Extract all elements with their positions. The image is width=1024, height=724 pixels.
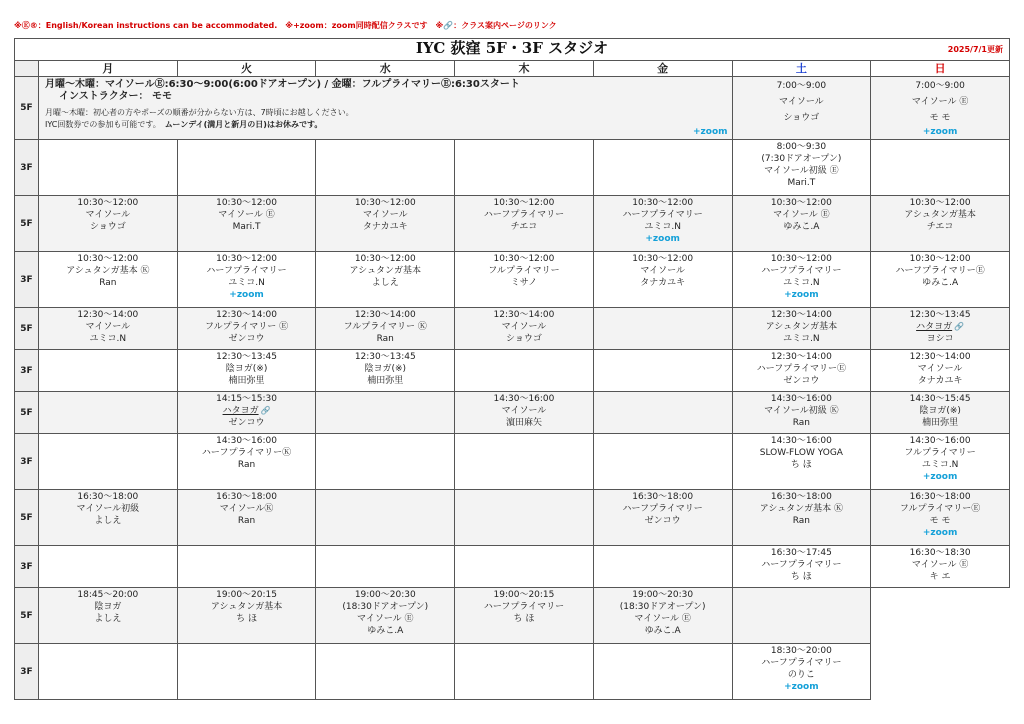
schedule-cell xyxy=(316,392,455,434)
info-line-4a: IYC回数券での参加も可能です。 xyxy=(45,120,165,129)
class-line: 19:00～20:15 xyxy=(493,590,555,600)
class-line: マイソール Ⓔ xyxy=(218,210,275,220)
zoom-badge: +zoom xyxy=(692,127,728,137)
class-line: 19:00～20:30 xyxy=(354,590,416,600)
empty-cell xyxy=(871,588,1010,644)
class-line: 7:00～9:00 xyxy=(915,81,965,91)
schedule-cell xyxy=(177,140,316,196)
class-line xyxy=(178,405,316,417)
zoom-badge: +zoom xyxy=(922,127,958,137)
zoom-badge: +zoom xyxy=(229,290,264,300)
class-line: ユミコ.N xyxy=(228,278,265,288)
class-line: タナカユキ xyxy=(362,222,408,232)
class-line: 12:30～14:00 xyxy=(216,310,277,320)
class-line: マイソール xyxy=(640,266,685,276)
schedule-cell xyxy=(39,350,178,392)
zoom-badge: +zoom xyxy=(784,290,819,300)
class-line: 14:15～15:30 xyxy=(216,394,277,404)
class-line: 10:30～12:00 xyxy=(77,254,139,264)
class-line: 19:00～20:30 xyxy=(632,590,694,600)
class-line: 10:30～12:00 xyxy=(493,198,555,208)
schedule-cell xyxy=(39,308,178,350)
class-line: マイソール xyxy=(501,322,547,332)
class-line: 12:30～14:00 xyxy=(770,352,832,362)
class-line: 10:30～12:00 xyxy=(216,198,277,208)
class-line: アシュタンガ基本 xyxy=(349,266,421,276)
class-line: ハーフプライマリー xyxy=(622,504,703,514)
class-line: 10:30～12:00 xyxy=(77,198,139,208)
class-line: ハーフプライマリー xyxy=(483,602,565,612)
class-line: フルプライマリーⒺ xyxy=(899,504,981,514)
class-line: アシュタンガ基本 xyxy=(904,210,976,220)
class-line: ゼンコウ xyxy=(783,376,820,386)
zoom-badge: +zoom xyxy=(645,234,680,244)
class-line: マイソール xyxy=(917,364,963,374)
class-line: タナカユキ xyxy=(917,376,963,386)
class-line: ハーフプライマリー xyxy=(206,266,287,276)
title-cell xyxy=(15,39,1010,61)
class-line: チエコ xyxy=(926,222,954,232)
class-line: ゆみこ.A xyxy=(367,626,404,636)
class-line: モ モ xyxy=(929,113,951,123)
class-line: (18:30ドアオープン) xyxy=(619,602,706,612)
class-line: マイソール Ⓔ xyxy=(357,614,414,624)
schedule-cell xyxy=(177,392,316,434)
class-line: マイソール xyxy=(85,322,131,332)
floor-label: 5F xyxy=(15,392,39,434)
schedule-cell xyxy=(455,546,594,588)
schedule-cell xyxy=(316,252,455,308)
schedule-cell xyxy=(455,392,594,434)
schedule-cell xyxy=(39,140,178,196)
class-line: 12:30～14:00 xyxy=(77,310,139,320)
floor-label: 3F xyxy=(15,644,39,700)
schedule-cell xyxy=(593,392,732,434)
class-link[interactable]: ハタヨガ xyxy=(916,322,953,332)
class-line: 18:45～20:00 xyxy=(77,590,139,600)
class-line: マイソール xyxy=(779,97,824,107)
schedule-cell xyxy=(316,434,455,490)
schedule-cell xyxy=(455,350,594,392)
class-line: ハーフプライマリー xyxy=(622,210,703,220)
class-line: マイソール Ⓔ xyxy=(911,560,969,570)
class-line: アシュタンガ基本 Ⓚ xyxy=(66,266,150,276)
class-line: 12:30～14:00 xyxy=(493,310,555,320)
class-line: ハーフプライマリーⒺ xyxy=(756,364,846,374)
class-line: ユミコ.N xyxy=(89,334,127,344)
class-line: 8:00～9:30 xyxy=(776,142,827,152)
info-line-2: インストラクター： モモ xyxy=(59,91,172,102)
class-line: フルプライマリー xyxy=(904,448,976,458)
class-line: ハーフプライマリー xyxy=(761,266,842,276)
schedule-cell xyxy=(732,196,871,252)
schedule-cell xyxy=(39,252,178,308)
schedule-table xyxy=(14,38,1010,700)
class-line: 14:30～16:00 xyxy=(493,394,555,404)
intro-info-cell xyxy=(39,77,733,140)
schedule-cell xyxy=(177,252,316,308)
class-line: マイソール xyxy=(362,210,408,220)
floor-label: 5F xyxy=(15,196,39,252)
schedule-cell xyxy=(593,196,732,252)
schedule-row xyxy=(15,434,1010,490)
updated-date: 2025/7/1更新 xyxy=(947,45,1003,54)
schedule-cell xyxy=(593,588,732,644)
class-line: マイソール Ⓔ xyxy=(634,614,691,624)
class-line: ミサノ xyxy=(510,278,538,288)
class-line: モ モ xyxy=(929,516,951,526)
class-line: 16:30～18:00 xyxy=(77,492,139,502)
class-line: マイソール xyxy=(85,210,131,220)
class-line: アシュタンガ基本 Ⓚ xyxy=(759,504,844,514)
class-line: 14:30～16:00 xyxy=(216,436,277,446)
zoom-badge: +zoom xyxy=(922,528,958,538)
class-line: (18:30ドアオープン) xyxy=(342,602,429,612)
schedule-cell xyxy=(732,252,871,308)
day-fri: 金 xyxy=(593,61,732,77)
class-line: 19:00～20:15 xyxy=(216,590,277,600)
floor-label: 5F xyxy=(15,588,39,644)
class-line: フルプライマリー xyxy=(488,266,560,276)
class-line: ハーフプライマリー xyxy=(761,560,842,570)
schedule-cell xyxy=(177,196,316,252)
class-line: 陰ヨガ(※) xyxy=(225,364,268,374)
day-sat: 土 xyxy=(732,61,871,77)
schedule-row xyxy=(15,588,1010,644)
info-line-4b: ムーンデイ(満月と新月の日)はお休みです。 xyxy=(164,120,323,129)
class-line: 10:30～12:00 xyxy=(216,254,277,264)
schedule-cell xyxy=(316,196,455,252)
class-line: 陰ヨガ xyxy=(94,602,122,612)
class-line: ヨシコ xyxy=(926,334,954,344)
class-line: ハーフプライマリー xyxy=(483,210,565,220)
info-line-1: 月曜～木曜：マイソールⒺ:6:30～9:00(6:00ドアオープン) / 金曜：フルプライマリーⒺ:6:30スタート xyxy=(45,79,520,90)
schedule-cell xyxy=(39,588,178,644)
class-line: マイソール Ⓔ xyxy=(773,210,830,220)
class-line: 14:30～16:00 xyxy=(770,436,832,446)
day-mon: 月 xyxy=(39,61,178,77)
class-line: SLOW-FLOW YOGA xyxy=(759,448,843,458)
class-line: 16:30～17:45 xyxy=(770,548,832,558)
class-line: ち ほ xyxy=(513,614,535,624)
class-line: 10:30～12:00 xyxy=(354,254,416,264)
class-line: Ran xyxy=(792,516,810,526)
class-line: 10:30～12:00 xyxy=(770,254,832,264)
schedule-cell xyxy=(732,308,871,350)
info-line-4 xyxy=(45,119,726,131)
class-line: 楠田弥里 xyxy=(367,376,404,386)
class-line: フルプライマリー Ⓔ xyxy=(204,322,289,332)
floor-label: 3F xyxy=(15,252,39,308)
schedule-cell xyxy=(732,588,871,644)
floor-label: 3F xyxy=(15,546,39,588)
class-line: 16:30～18:00 xyxy=(216,492,277,502)
class-line: 10:30～12:00 xyxy=(909,254,971,264)
class-line: ち ほ xyxy=(790,460,812,470)
schedule-cell xyxy=(455,644,594,700)
schedule-cell xyxy=(39,196,178,252)
zoom-badge: +zoom xyxy=(784,682,819,692)
schedule-cell xyxy=(871,308,1010,350)
schedule-cell xyxy=(732,392,871,434)
empty-cell xyxy=(871,644,1010,700)
class-line: 10:30～12:00 xyxy=(493,254,555,264)
class-link[interactable]: ハタヨガ xyxy=(222,406,259,416)
class-line: タナカユキ xyxy=(640,278,686,288)
schedule-row xyxy=(15,77,1010,140)
schedule-cell xyxy=(316,588,455,644)
link-icon[interactable]: 🔗 xyxy=(954,322,965,331)
class-line: 陰ヨガ(※) xyxy=(364,364,407,374)
class-line: 18:30～20:00 xyxy=(770,646,832,656)
class-line: ユミコ.N xyxy=(783,334,820,344)
schedule-cell xyxy=(455,434,594,490)
schedule-cell xyxy=(316,308,455,350)
class-line: 陰ヨガ(※) xyxy=(919,406,961,416)
floor-header xyxy=(15,61,39,77)
class-line xyxy=(871,321,1009,333)
schedule-cell xyxy=(39,434,178,490)
schedule-cell xyxy=(593,644,732,700)
schedule-cell xyxy=(455,196,594,252)
schedule-cell xyxy=(177,546,316,588)
class-line: 楠田弥里 xyxy=(922,418,959,428)
schedule-cell xyxy=(871,546,1010,588)
schedule-cell xyxy=(39,546,178,588)
schedule-cell xyxy=(593,252,732,308)
schedule-cell xyxy=(177,490,316,546)
class-line: ゼンコウ xyxy=(644,516,681,526)
class-line: ユミコ.N xyxy=(644,222,681,232)
class-line: 14:30～16:00 xyxy=(909,436,971,446)
floor-label: 3F xyxy=(15,434,39,490)
class-line: ショウゴ xyxy=(89,222,126,232)
class-line: アシュタンガ基本 xyxy=(210,602,283,612)
class-line: 12:30～13:45 xyxy=(354,352,416,362)
schedule-row xyxy=(15,350,1010,392)
class-line: (7:30ドアオープン) xyxy=(761,154,842,164)
schedule-row xyxy=(15,392,1010,434)
class-line: ち ほ xyxy=(790,572,812,582)
class-line: よしえ xyxy=(371,278,399,288)
zoom-badge: +zoom xyxy=(922,472,958,482)
class-line: ユミコ.N xyxy=(783,278,820,288)
class-line: マイソール初級 xyxy=(76,504,140,514)
schedule-cell xyxy=(871,140,1010,196)
floor-label: 3F xyxy=(15,350,39,392)
schedule-cell xyxy=(732,77,871,140)
class-line: Ran xyxy=(792,418,810,428)
schedule-row xyxy=(15,490,1010,546)
class-line: 12:30～13:45 xyxy=(216,352,277,362)
floor-label: 3F xyxy=(15,140,39,196)
day-tue: 火 xyxy=(177,61,316,77)
class-line: 12:30～13:45 xyxy=(909,310,971,320)
class-line: ショウゴ xyxy=(506,334,542,344)
class-line: ハーフプライマリー xyxy=(761,658,842,668)
schedule-cell xyxy=(871,77,1010,140)
floor-label: 5F xyxy=(15,308,39,350)
notice-line: ※Ⓔ®：English/Korean instructions can be accommodated. ※+zoom：zoom同時配信クラスです ※🔗：クラス案内ページのリンク xyxy=(14,21,557,30)
schedule-cell xyxy=(316,350,455,392)
schedule-row xyxy=(15,252,1010,308)
class-line: ショウゴ xyxy=(783,113,820,123)
schedule-cell xyxy=(316,140,455,196)
schedule-cell xyxy=(177,308,316,350)
class-line: 12:30～14:00 xyxy=(770,310,832,320)
class-line: Mari.T xyxy=(232,222,261,232)
schedule-cell xyxy=(593,140,732,196)
schedule-cell xyxy=(593,350,732,392)
class-line: Ran xyxy=(99,278,117,288)
schedule-cell xyxy=(316,490,455,546)
class-line: 14:30～16:00 xyxy=(770,394,832,404)
class-line: 7:00～9:00 xyxy=(776,81,827,91)
class-line: 12:30～14:00 xyxy=(909,352,971,362)
schedule-cell xyxy=(732,350,871,392)
day-wed: 水 xyxy=(316,61,455,77)
class-line: 10:30～12:00 xyxy=(909,198,971,208)
schedule-cell xyxy=(871,392,1010,434)
schedule-cell xyxy=(177,434,316,490)
class-line: Mari.T xyxy=(787,178,816,188)
schedule-cell xyxy=(732,644,871,700)
class-line: ハーフプライマリーⒺ xyxy=(895,266,985,276)
class-line: 10:30～12:00 xyxy=(354,198,416,208)
class-line: チエコ xyxy=(510,222,538,232)
schedule-cell xyxy=(39,644,178,700)
class-line: マイソール Ⓔ xyxy=(911,97,969,107)
schedule-cell xyxy=(732,546,871,588)
class-line: ゆみこ.A xyxy=(783,222,820,232)
class-line: よしえ xyxy=(94,614,122,624)
schedule-row xyxy=(15,546,1010,588)
class-line: よしえ xyxy=(94,516,122,526)
schedule-cell xyxy=(871,434,1010,490)
class-line: 16:30～18:00 xyxy=(909,492,971,502)
schedule-row xyxy=(15,644,1010,700)
schedule-cell xyxy=(177,644,316,700)
class-line: 10:30～12:00 xyxy=(770,198,832,208)
schedule-row xyxy=(15,196,1010,252)
page-title: IYC 荻窪 5F・3F スタジオ xyxy=(415,39,609,57)
class-line: Ran xyxy=(376,334,394,344)
class-line: マイソール初級 Ⓔ xyxy=(764,166,839,176)
class-line: フルプライマリー Ⓚ xyxy=(343,322,427,332)
schedule-cell xyxy=(455,140,594,196)
schedule-cell xyxy=(177,588,316,644)
schedule-cell xyxy=(39,392,178,434)
schedule-body xyxy=(15,77,1010,700)
class-line: アシュタンガ基本 xyxy=(765,322,838,332)
schedule-cell xyxy=(455,490,594,546)
schedule-cell xyxy=(871,490,1010,546)
schedule-cell xyxy=(455,588,594,644)
day-sun: 日 xyxy=(871,61,1010,77)
schedule-cell xyxy=(871,196,1010,252)
class-line: ゼンコウ xyxy=(228,418,265,428)
class-line: ゆみこ.A xyxy=(922,278,959,288)
schedule-cell xyxy=(455,308,594,350)
schedule-cell xyxy=(316,644,455,700)
class-line: ゆみこ.A xyxy=(644,626,681,636)
schedule-cell xyxy=(593,308,732,350)
schedule-cell xyxy=(177,350,316,392)
class-line: ち ほ xyxy=(236,614,257,624)
schedule-cell xyxy=(593,490,732,546)
class-line: ゼンコウ xyxy=(228,334,265,344)
class-line: 12:30～14:00 xyxy=(354,310,416,320)
class-line: 16:30～18:30 xyxy=(909,548,971,558)
schedule-cell xyxy=(593,434,732,490)
day-header-row xyxy=(15,61,1010,77)
class-line: 10:30～12:00 xyxy=(632,254,694,264)
schedule-row xyxy=(15,308,1010,350)
floor-label: 5F xyxy=(15,490,39,546)
class-line: マイソール xyxy=(501,406,547,416)
schedule-cell xyxy=(871,252,1010,308)
class-line: 14:30～15:45 xyxy=(909,394,971,404)
schedule-cell xyxy=(732,434,871,490)
schedule-row xyxy=(15,140,1010,196)
schedule-cell xyxy=(732,490,871,546)
schedule-cell xyxy=(593,546,732,588)
class-line: Ran xyxy=(237,516,256,526)
class-line: マイソールⓀ xyxy=(219,504,274,514)
schedule-cell xyxy=(39,490,178,546)
class-line: マイソール初級 Ⓚ xyxy=(764,406,839,416)
class-line: 濵田麻矢 xyxy=(505,418,542,428)
class-line: ユミコ.N xyxy=(921,460,959,470)
class-line: 楠田弥里 xyxy=(228,376,265,386)
link-icon[interactable]: 🔗 xyxy=(260,406,271,415)
class-line: 16:30～18:00 xyxy=(770,492,832,502)
floor-label: 5F xyxy=(15,77,39,140)
schedule-cell xyxy=(455,252,594,308)
info-line-3: 月曜～木曜：初心者の方やポーズの順番が分からない方は、7時頃にお越しください。 xyxy=(45,108,354,117)
schedule-cell xyxy=(871,350,1010,392)
class-line: ハーフプライマリーⓀ xyxy=(201,448,292,458)
schedule-cell xyxy=(316,546,455,588)
class-line: Ran xyxy=(237,460,256,470)
schedule-cell xyxy=(732,140,871,196)
class-line: キ エ xyxy=(929,572,951,582)
class-line: 10:30～12:00 xyxy=(632,198,694,208)
class-line: のりこ xyxy=(787,670,815,680)
class-line: 16:30～18:00 xyxy=(632,492,694,502)
day-thu: 木 xyxy=(455,61,594,77)
